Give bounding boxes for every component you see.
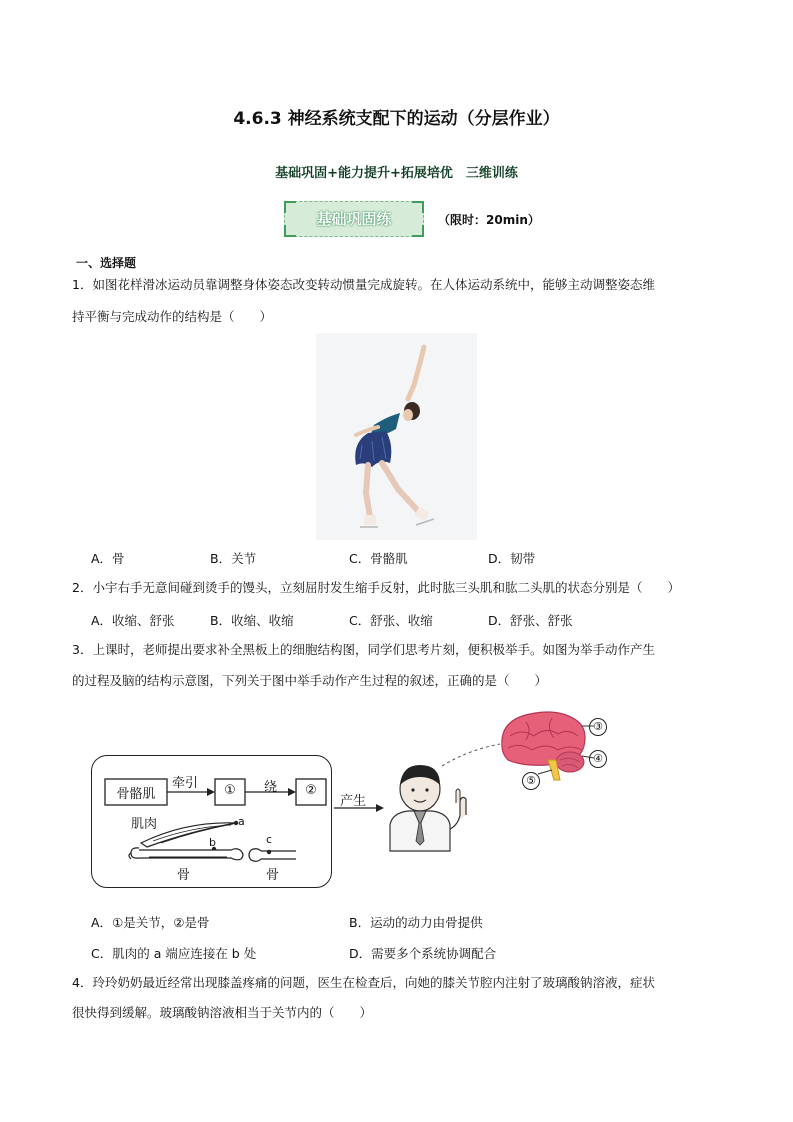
q4-line-2: 很快得到缓解。玻璃酸钠溶液相当于关节内的（ ） bbox=[72, 1005, 373, 1020]
figure-skater-image bbox=[316, 333, 477, 540]
badge-corner-icon bbox=[284, 225, 296, 237]
q3-option-b: B．运动的动力由骨提供 bbox=[349, 915, 483, 930]
q3-line-1: 3．上课时，老师提出要求补全黑板上的细胞结构图，同学们思考片刻，便积极举手。如图为举手动作产生 bbox=[72, 642, 655, 657]
diagram-label-bone-2: 骨 bbox=[266, 868, 280, 883]
brain-label-5 bbox=[522, 772, 540, 790]
level-badge-label: 基础巩固练 bbox=[316, 210, 392, 228]
q2-option-b: B．收缩、收缩 bbox=[210, 613, 294, 628]
student-raising-hand-image bbox=[384, 755, 474, 855]
time-limit: （限时：20min） bbox=[438, 213, 540, 227]
q3-option-a: A．①是关节，②是骨 bbox=[91, 915, 210, 930]
q3-line-2: 的过程及脑的结构示意图，下列关于图中举手动作产生过程的叙述，正确的是（ ） bbox=[72, 673, 548, 688]
page-subtitle: 基础巩固+能力提升+拓展培优 三维训练 bbox=[275, 166, 518, 181]
brain-label-4-text: ④ bbox=[593, 752, 603, 765]
q1-option-a: A．骨 bbox=[91, 551, 125, 566]
brain-label-4 bbox=[589, 750, 607, 768]
q1-line-1: 1．如图花样滑冰运动员靠调整身体姿态改变转动惯量完成旋转。在人体运动系统中，能够主动调整姿态维 bbox=[72, 277, 655, 292]
diagram-box-1: ① bbox=[224, 783, 236, 798]
q2-option-c: C．舒张、收缩 bbox=[349, 613, 433, 628]
diagram-label-muscle: 肌肉 bbox=[131, 817, 158, 832]
level-badge bbox=[284, 201, 424, 237]
section-heading: 一、选择题 bbox=[76, 256, 137, 270]
diagram-label-bone-1: 骨 bbox=[177, 868, 191, 883]
q1-option-b: B．关节 bbox=[210, 551, 257, 566]
brain-label-3-text: ③ bbox=[593, 720, 603, 733]
diagram-label-produce: 产生 bbox=[340, 794, 367, 809]
diagram-point-b: b bbox=[209, 836, 216, 849]
q2-option-d: D．舒张、舒张 bbox=[488, 613, 573, 628]
q1-option-d: D．韧带 bbox=[488, 551, 536, 566]
diagram-point-c: c bbox=[266, 833, 273, 846]
diagram-label-pull: 牵引 bbox=[172, 776, 199, 791]
diagram-box-skeletal-muscle: 骨骼肌 bbox=[116, 787, 156, 802]
diagram-point-a: a bbox=[238, 815, 245, 828]
q2-option-a: A．收缩、舒张 bbox=[91, 613, 175, 628]
q1-line-2: 持平衡与完成动作的结构是（ ） bbox=[72, 309, 273, 324]
q4-line-1: 4．玲玲奶奶最近经常出现膝盖疼痛的问题，医生在检查后，向她的膝关节腔内注射了玻璃酸钠溶液，症状 bbox=[72, 975, 655, 990]
q3-option-c: C．肌肉的 a 端应连接在 b 处 bbox=[91, 946, 257, 961]
badge-corner-icon bbox=[412, 201, 424, 213]
q3-option-d: D．需要多个系统协调配合 bbox=[349, 946, 497, 961]
diagram-box-2: ② bbox=[305, 783, 317, 798]
brain-label-5-text: ⑤ bbox=[526, 774, 536, 787]
page-title: 4.6.3 神经系统支配下的运动（分层作业） bbox=[233, 109, 560, 129]
brain-label-3 bbox=[589, 718, 607, 736]
badge-corner-icon bbox=[284, 201, 296, 213]
leader-line-icon bbox=[440, 740, 504, 770]
badge-corner-icon bbox=[412, 225, 424, 237]
q2-line-1: 2．小宇右手无意间碰到烫手的馒头，立刻屈肘发生缩手反射，此时肱三头肌和肱二头肌的状态分别是（ ） bbox=[72, 580, 680, 595]
diagram-label-around: 绕 bbox=[264, 780, 278, 795]
q1-option-c: C．骨骼肌 bbox=[349, 551, 408, 566]
process-arrows bbox=[91, 755, 336, 890]
